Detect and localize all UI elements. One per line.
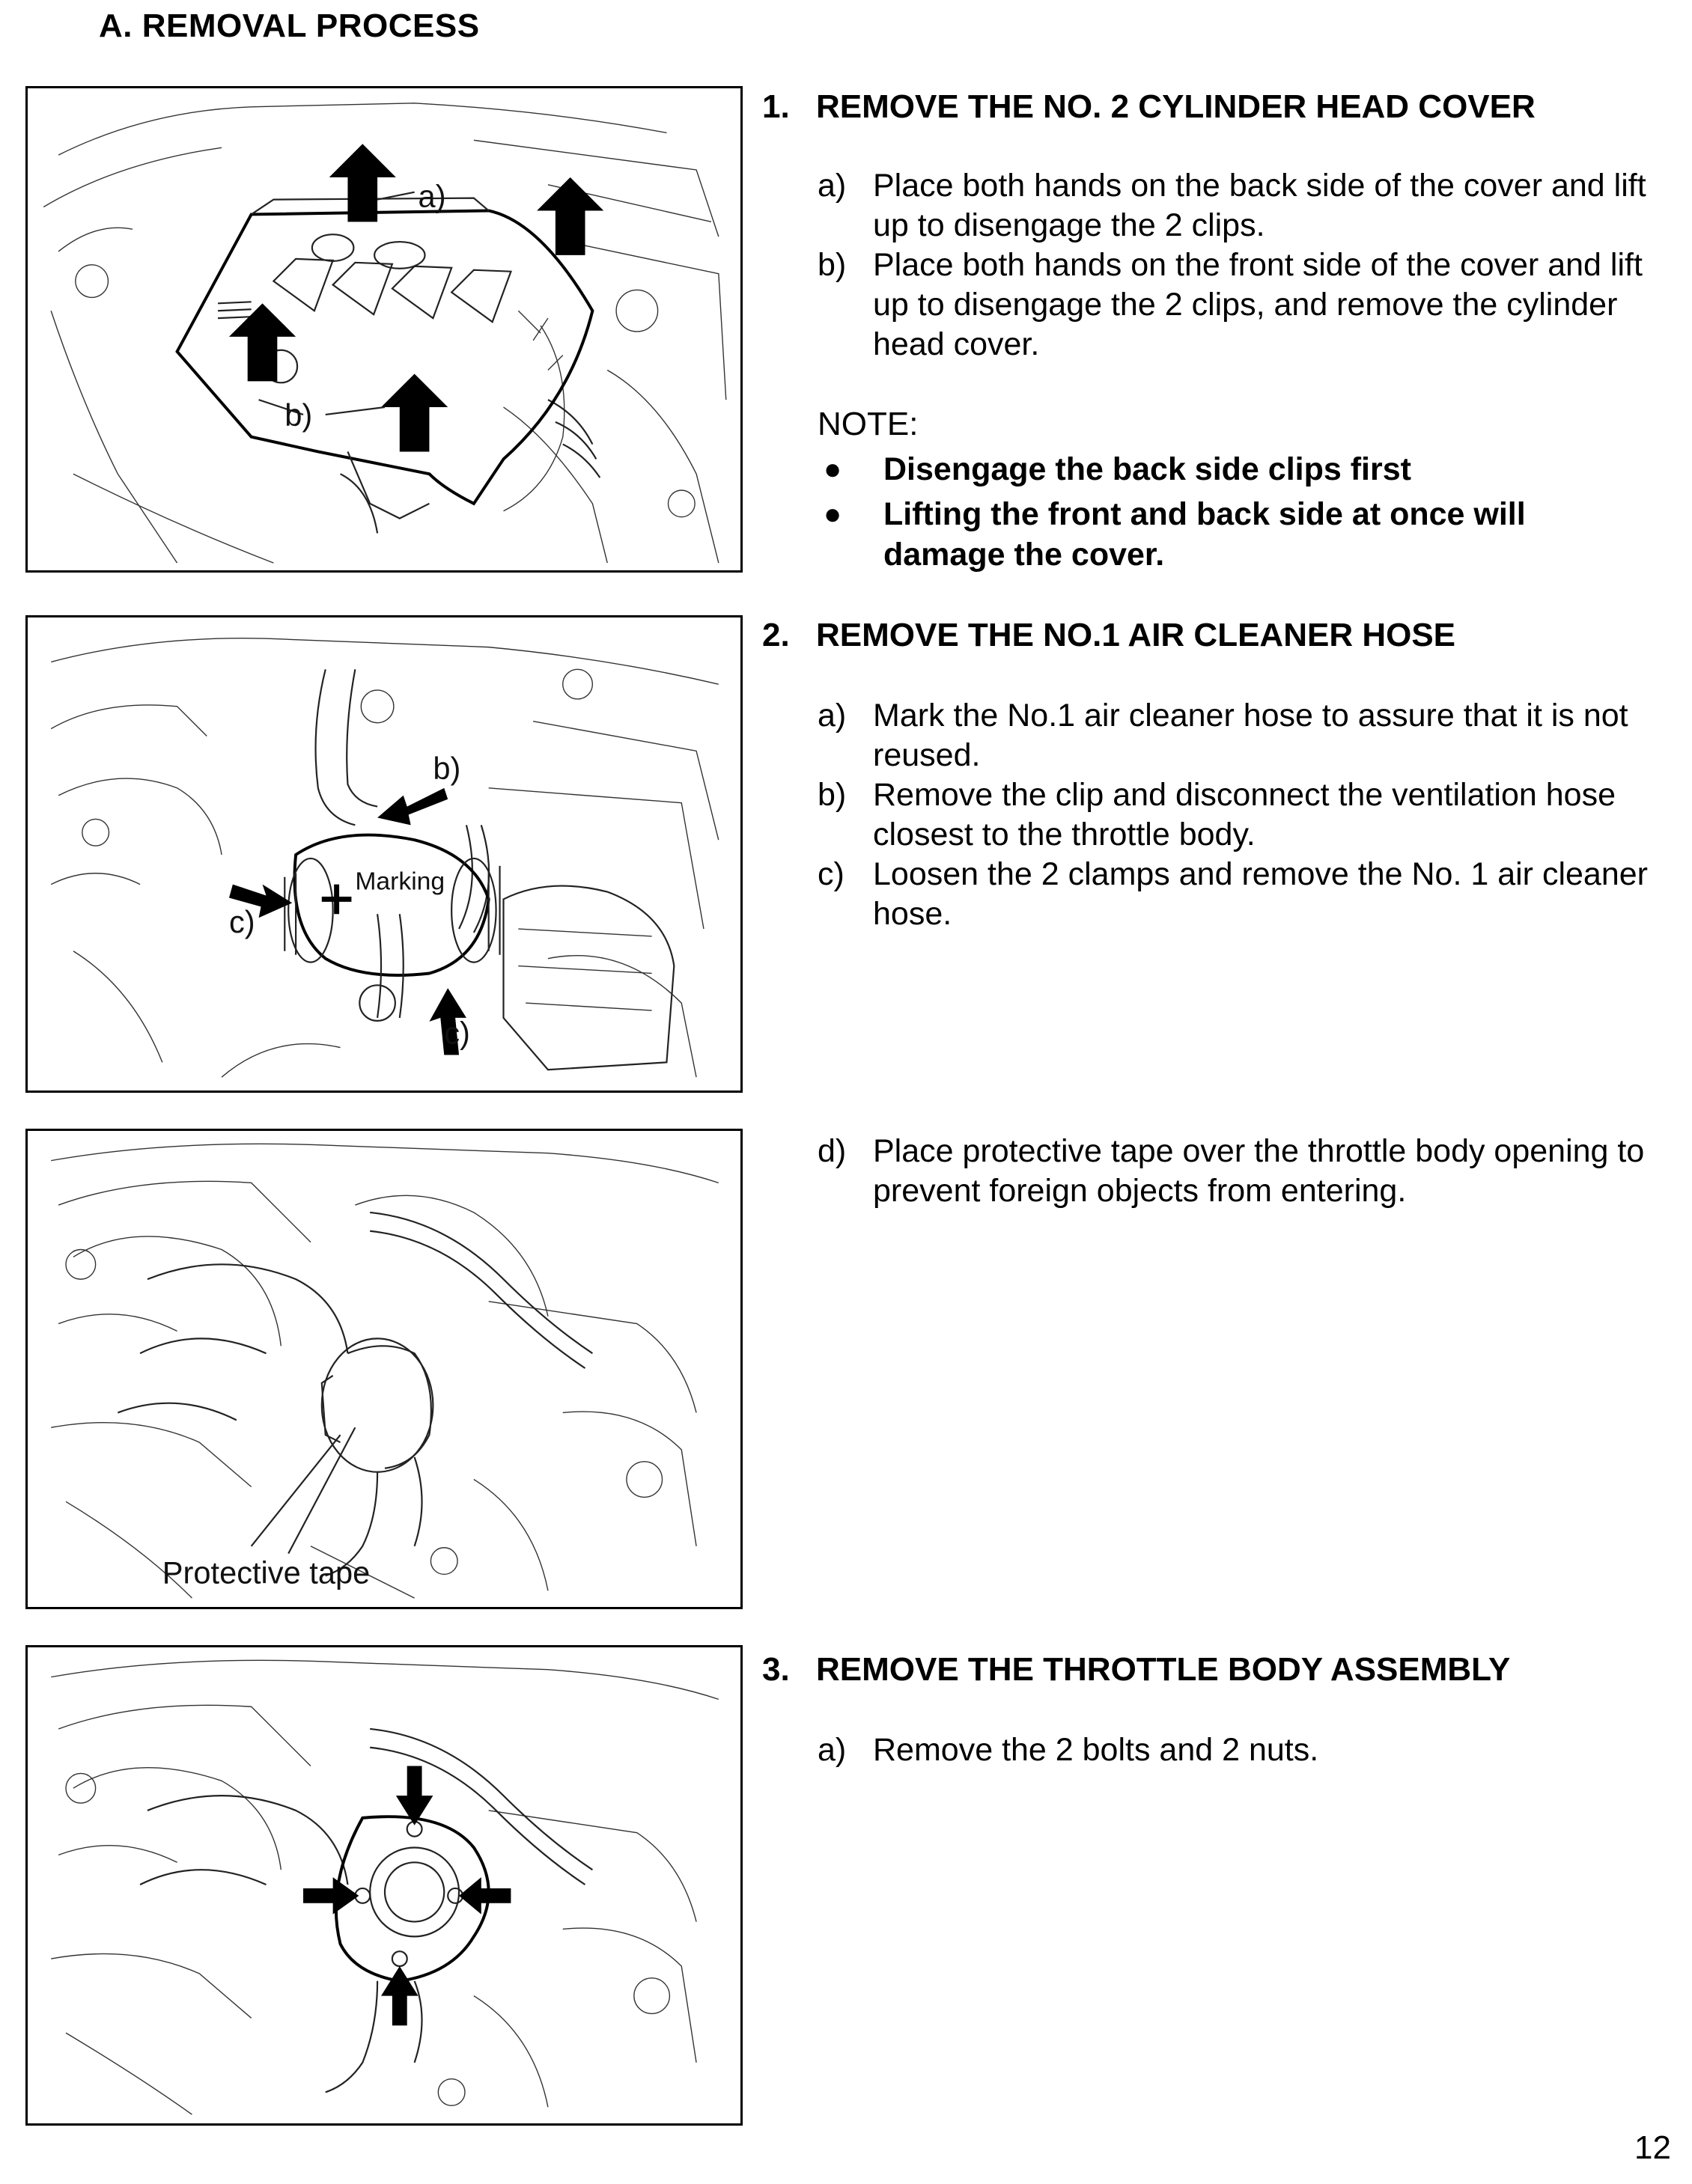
step-3-item-a: a) Remove the 2 bolts and 2 nuts. — [818, 1732, 1319, 1768]
lift-arrow-front-left — [229, 303, 296, 381]
step-3-number: 3. — [762, 1651, 790, 1688]
step-2-item-c: c) Loosen the 2 clamps and remove the No. 1 air cleaner hose. — [818, 856, 1648, 932]
air-cleaner-hose-illustration — [28, 617, 740, 1091]
note-bullet-2: ● Lifting the front and back side at once will damage the cover. — [818, 494, 1656, 575]
step-2-item-d: d) Place protective tape over the throttle body opening to prevent foreign objects from entering. — [818, 1133, 1645, 1209]
step-3-title: REMOVE THE THROTTLE BODY ASSEMBLY — [816, 1651, 1511, 1688]
page-number: 12 — [1634, 2129, 1671, 2166]
figure-air-cleaner-hose — [25, 615, 743, 1093]
arrow-bolt-left — [303, 1877, 359, 1915]
bullet-icon: ● — [824, 453, 842, 486]
step-2-number: 2. — [762, 617, 790, 653]
lift-arrow-front-right — [381, 373, 448, 451]
step-2-item-b: b) Remove the clip and disconnect the ventilation hose closest to the throttle body. — [818, 777, 1616, 852]
label-b: b) — [284, 397, 313, 433]
label-a: a) — [418, 178, 446, 214]
step-1-title: REMOVE THE NO. 2 CYLINDER HEAD COVER — [816, 88, 1536, 125]
lift-arrow-back-left — [329, 144, 396, 222]
arrow-clip — [377, 788, 448, 826]
note-label: NOTE: — [818, 406, 919, 442]
note-bullet-1: ● Disengage the back side clips first — [818, 449, 1656, 489]
step-2-heading — [762, 617, 1455, 654]
label-protective-tape: Protective tape — [162, 1555, 371, 1590]
label-c-left: c) — [228, 904, 255, 940]
arrow-nut-right — [459, 1877, 511, 1915]
arrow-nut-bottom — [381, 1966, 419, 2025]
figure-protective-tape — [25, 1129, 743, 1609]
step-1-item-b: b) Place both hands on the front side of the cover and lift up to disengage the 2 clips, and remove the cylinder head cover. — [818, 247, 1643, 362]
step-1-item-a: a) Place both hands on the back side of the cover and lift up to disengage the 2 clips. — [818, 168, 1646, 243]
lift-arrow-back-right — [537, 177, 603, 255]
step-2-title: REMOVE THE NO.1 AIR CLEANER HOSE — [816, 617, 1456, 653]
figure-cylinder-head-cover — [25, 86, 743, 573]
step-1-heading — [762, 88, 1536, 126]
section-title: A. REMOVAL PROCESS — [99, 7, 480, 44]
protective-tape-illustration — [28, 1131, 740, 1607]
step-3-heading — [762, 1651, 1510, 1689]
label-marking: Marking — [355, 867, 445, 896]
engine-cover-illustration — [28, 88, 740, 570]
label-c-right: c) — [444, 1015, 470, 1051]
figure-throttle-body — [25, 1645, 743, 2126]
throttle-body-illustration — [28, 1647, 740, 2123]
step-1-number: 1. — [762, 88, 790, 125]
bullet-icon: ● — [824, 498, 842, 531]
label-b: b) — [433, 750, 461, 786]
step-2-item-a: a) Mark the No.1 air cleaner hose to assure that it is not reused. — [818, 698, 1628, 773]
